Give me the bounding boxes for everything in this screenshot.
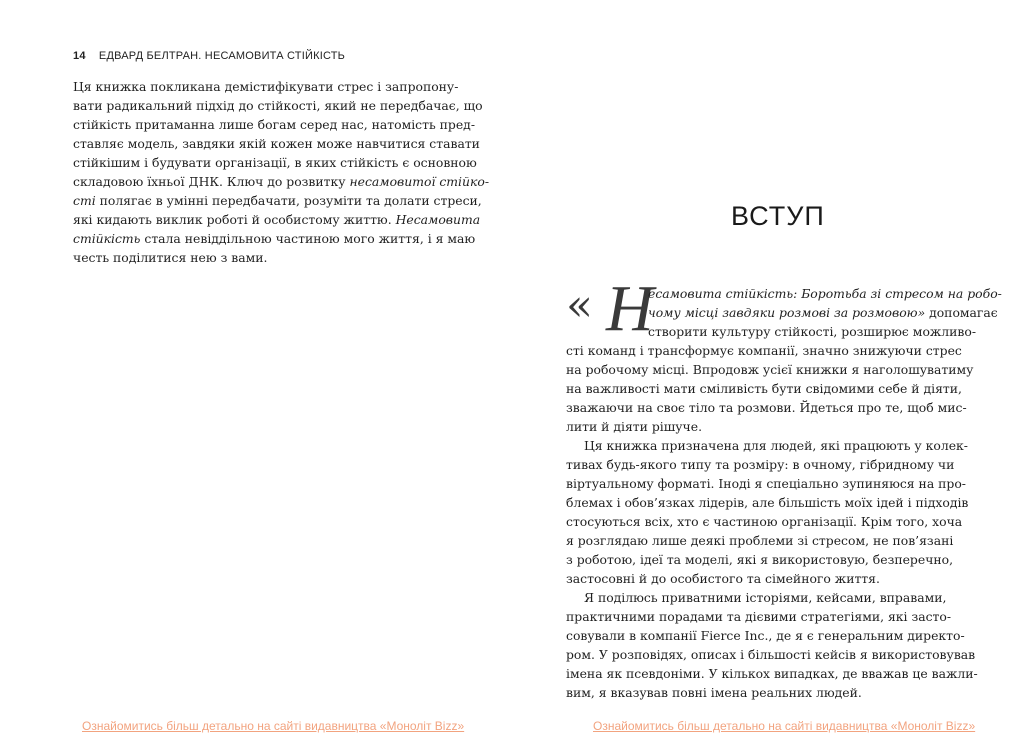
running-header-title: ЕДВАРД БЕЛТРАН. НЕСАМОВИТА СТІЙКІСТЬ bbox=[98, 50, 346, 62]
right-body-text bbox=[566, 280, 1002, 702]
text-line: стійкість стала невіддільною частиною мого життя, і я маю bbox=[73, 231, 476, 246]
text-line: стійкішим і будувати організації, в яких стійкість є основною bbox=[73, 155, 477, 170]
text-line: створити культуру стійкості, розширює можливо- bbox=[648, 324, 977, 339]
page-number: 14 bbox=[73, 50, 86, 62]
text-line: вати радикальний підхід до стійкості, який не передбачає, що bbox=[73, 98, 483, 113]
running-header bbox=[73, 50, 345, 62]
text-line: які кидають виклик роботі й особистому життю. Несамовита bbox=[73, 212, 481, 227]
text-line: зважаючи на своє тіло та розмови. Йдеться про те, щоб мис- bbox=[566, 400, 967, 415]
text-line: честь поділитися нею з вами. bbox=[73, 250, 268, 265]
publisher-link[interactable]: Ознайомитись більш детально на сайті видавництва «Моноліт Bizz» bbox=[593, 719, 976, 733]
chapter-title: ВСТУП bbox=[731, 201, 825, 232]
publisher-link[interactable]: Ознайомитись більш детально на сайті видавництва «Моноліт Bizz» bbox=[82, 719, 465, 733]
text-line: чому місці завдяки розмові за розмовою» допомагає bbox=[648, 305, 998, 320]
text-line: віртуальному форматі. Іноді я спеціально зупиняюся на про- bbox=[566, 476, 966, 491]
text-line: Я поділюсь приватними історіями, кейсами, вправами, bbox=[584, 590, 947, 605]
text-line: блемах і обов’язках лідерів, але більшість моїх ідей і підходів bbox=[566, 495, 969, 510]
text-line: Ця книжка покликана демістифікувати стрес і запропону- bbox=[73, 79, 459, 94]
text-line: лити й діяти рішуче. bbox=[566, 419, 703, 434]
text-line: стійкість притаманна лише богам серед нас, натомість пред- bbox=[73, 117, 475, 132]
text-line: застосовні й до особистого та сімейного життя. bbox=[566, 571, 880, 586]
text-line: стосуються всіх, хто є частиною організації. Крім того, хоча bbox=[566, 514, 963, 529]
text-line: я розглядаю лише деякі проблеми зі стресом, не пов’язані bbox=[566, 533, 954, 548]
text-line: на робочому місці. Впродовж усієї книжки я наголошуватиму bbox=[566, 362, 974, 377]
text-line: сті полягає в умінні передбачати, розуміти та долати стреси, bbox=[73, 193, 482, 208]
left-body-text bbox=[73, 77, 490, 267]
text-line: на важливості мати сміливість бути свідомими себе й діяти, bbox=[566, 381, 962, 396]
text-line: вим, я вказував повні імена реальних людей. bbox=[566, 685, 862, 700]
text-line: ром. У розповідях, описах і більшості кейсів я використовував bbox=[566, 647, 976, 662]
text-line: з роботою, ідеї та моделі, які я використовую, безперечно, bbox=[566, 552, 954, 567]
text-line: імена як псевдоніми. У кількох випадках, де вважав це важли- bbox=[566, 666, 978, 681]
text-line: совували в компанії Fierce Inc., де я є генеральним директо- bbox=[566, 628, 965, 643]
text-line: Ця книжка призначена для людей, які працюють у колек- bbox=[584, 438, 968, 453]
drop-cap-letter: Н bbox=[606, 272, 654, 345]
text-line: сті команд і трансформує компанії, значно знижуючи стрес bbox=[566, 343, 962, 358]
text-line: ставляє модель, завдяки якій кожен може навчитися ставати bbox=[73, 136, 480, 151]
text-line: складовою їхньої ДНК. Ключ до розвитку несамовитої стійко- bbox=[73, 174, 490, 189]
text-line: есамовита стійкість: Боротьба зі стресом на робо- bbox=[648, 286, 1002, 301]
text-line: практичними порадами та дієвими стратегіями, які засто- bbox=[566, 609, 952, 624]
text-line: тивах будь-якого типу та розміру: в очному, гібридному чи bbox=[566, 457, 955, 472]
drop-cap-quote: « bbox=[566, 280, 593, 331]
